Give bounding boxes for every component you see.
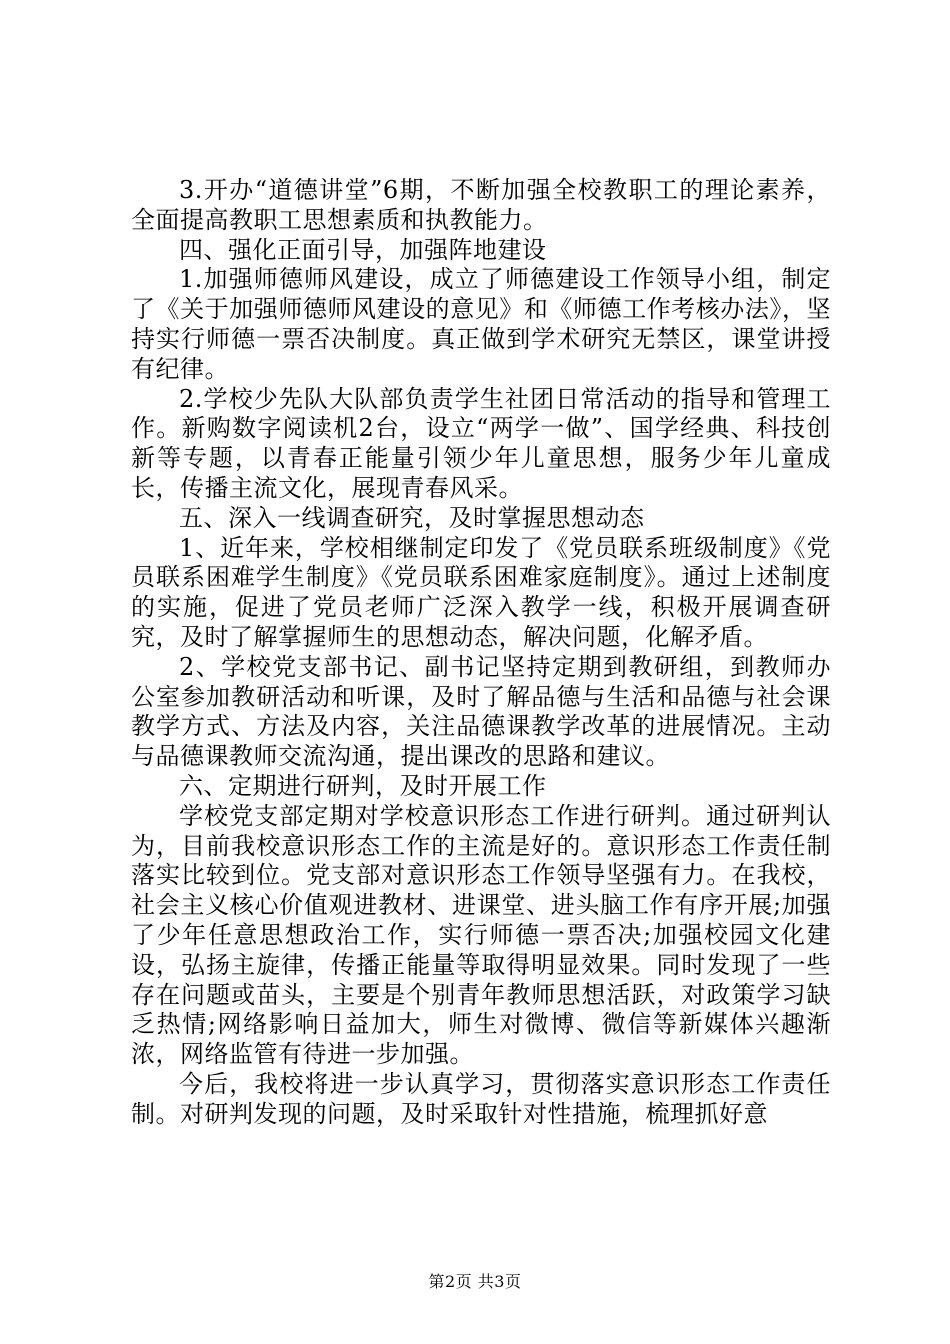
paragraph-teacher-ethics: 1.加强师德师风建设，成立了师德建设工作领导小组，制定了《关于加强师德师风建设的意见》和《师德工作考核办法》，坚持实行师德一票否决制度。真正做到学术研究无禁区，课堂讲授有纪律。 — [131, 265, 831, 383]
section-heading-6: 六、定期进行研判，及时开展工作 — [179, 771, 547, 800]
section-heading-5: 五、深入一线调查研究，及时掌握思想动态 — [179, 503, 645, 532]
paragraph-party-secretary-visits: 2、学校党支部书记、副书记坚持定期到教研组，到教师办公室参加教研活动和听课，及时了解品德与生活和品德与社会课教学方式、方法及内容，关注品德课教学改革的进展情况。主动与品德课教师交流沟通，提出课改的思路和建议。 — [131, 652, 831, 771]
paragraph-ideology-assessment: 学校党支部定期对学校意识形态工作进行研判。通过研判认为，目前我校意识形态工作的主流是好的。意识形态工作责任制落实比较到位。党支部对意识形态工作领导坚强有力。在我校，社会主义核心价值观进教材、进课堂、进头脑工作有序开展;加强了少年任意思想政治工作，实行师德一票否决;加强校园文化建设，弘扬主旋律，传播正能量等取得明显效果。同时发现了一些存在问题或苗头，主要是个别青年教师思想活跃，对政策学习缺乏热情;网络影响日益加大，师生对微博、微信等新媒体兴趣渐浓，网络监管有待进一步加强。 — [131, 801, 831, 1069]
paragraph-young-pioneers: 2.学校少先队大队部负责学生社团日常活动的指导和管理工作。新购数字阅读机2台，设立“两学一做”、国学经典、科技创新等专题，以青春正能量引领少年儿童思想，服务少年儿童成长，传播主流文化，展现青春风采。 — [131, 384, 831, 502]
paragraph-moral-lecture: 3.开办“道德讲堂”6期，不断加强全校教职工的理论素养，全面提高教职工思想素质和执教能力。 — [131, 176, 831, 234]
section-heading-4: 四、强化正面引导，加强阵地建设 — [179, 235, 547, 264]
page-footer: 第2页 共3页 — [428, 1272, 522, 1291]
paragraph-future-plans: 今后，我校将进一步认真学习，贯彻落实意识形态工作责任制。对研判发现的问题，及时采取针对性措施，梳理抓好意 — [131, 1069, 831, 1128]
paragraph-party-contact-systems: 1、近年来，学校相继制定印发了《党员联系班级制度》《党员联系困难学生制度》《党员联系困难家庭制度》。通过上述制度的实施，促进了党员老师广泛深入教学一线，积极开展调查研究，及时了解掌握师生的思想动态，解决问题，化解矛盾。 — [131, 533, 831, 651]
document-body — [131, 176, 831, 1130]
